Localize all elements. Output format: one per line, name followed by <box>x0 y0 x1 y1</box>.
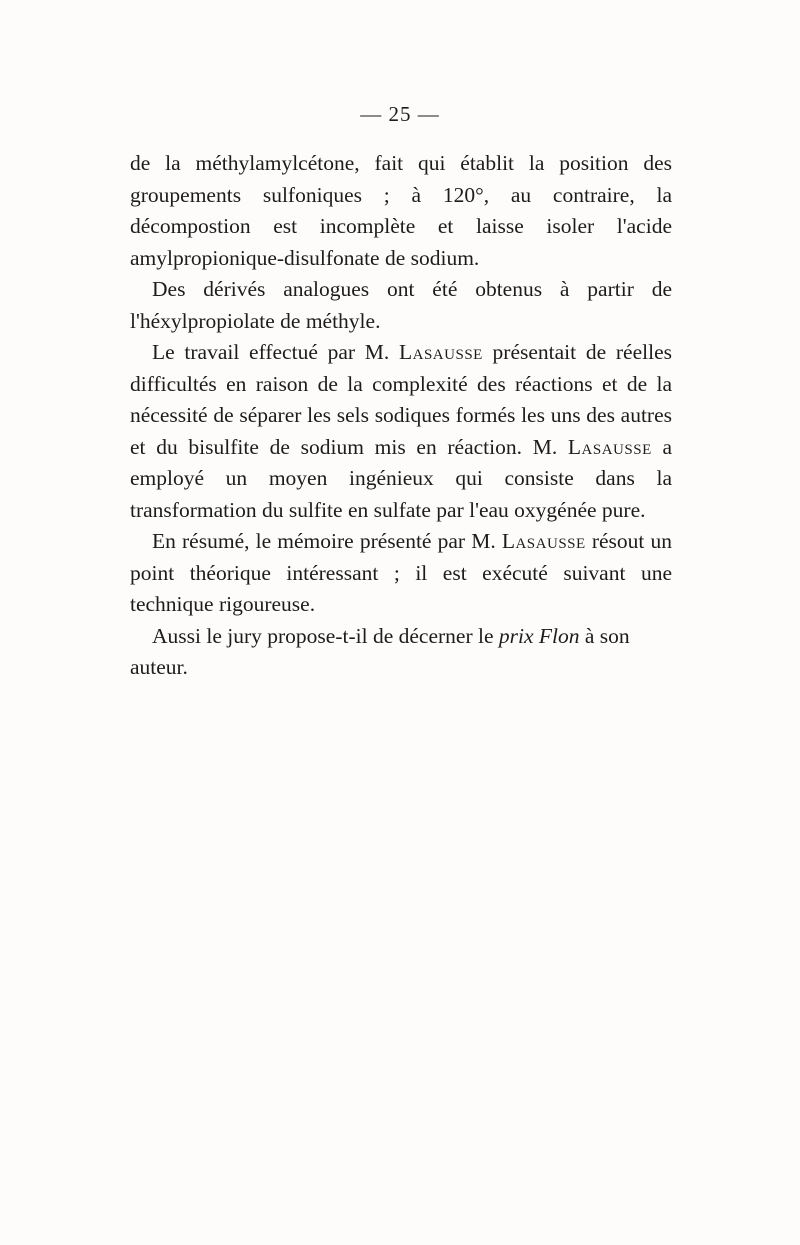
paragraph-4 <box>130 526 672 621</box>
paragraph-5 <box>130 621 672 684</box>
paragraph-3-text-c: a employé un moyen ingénieux qui consiste dans la transformation du sulfite en sulfate par l'eau oxygénée pure. <box>130 434 673 522</box>
author-name: Lasausse <box>399 340 483 364</box>
paragraph-2 <box>130 274 672 337</box>
paragraph-3-text-b: présentait de réelles difficultés en raison de la complexité des réactions et de la nécessité de séparer les sels sodiques formés les uns des autres et du bisulfite de sodium mis en réaction. M. <box>130 340 672 459</box>
body-text <box>130 148 672 684</box>
paragraph-1 <box>130 148 672 274</box>
paragraph-2-text: Des dérivés analogues ont été obtenus à partir de l'héxylpropiolate de méthyle. <box>130 277 672 333</box>
paragraph-3 <box>130 337 672 526</box>
paragraph-5-text-b: à son auteur. <box>130 623 630 679</box>
paragraph-4-text-b: résout un point théorique intéressant ; il est exécuté suivant une technique rigoureuse. <box>130 529 672 616</box>
prize-name: prix Flon <box>498 623 580 648</box>
author-name: Lasausse <box>501 529 586 553</box>
paragraph-4-text-a: En résumé, le mémoire présenté par M. <box>152 529 502 553</box>
page-number: — 25 — <box>360 102 440 126</box>
paragraph-1-text: de la méthylamylcétone, fait qui établit la position des groupements sulfoniques ; à 120°, au contraire, la décompostion est incomplète et laisse isoler l'acide amylpropionique-disulfonate de sodium. <box>130 151 672 270</box>
paragraph-5-text-a: Aussi le jury propose-t-il de décerner le <box>152 623 499 648</box>
paragraph-3-text-a: Le travail effectué par M. <box>152 340 399 364</box>
author-name: Lasausse <box>567 434 652 459</box>
